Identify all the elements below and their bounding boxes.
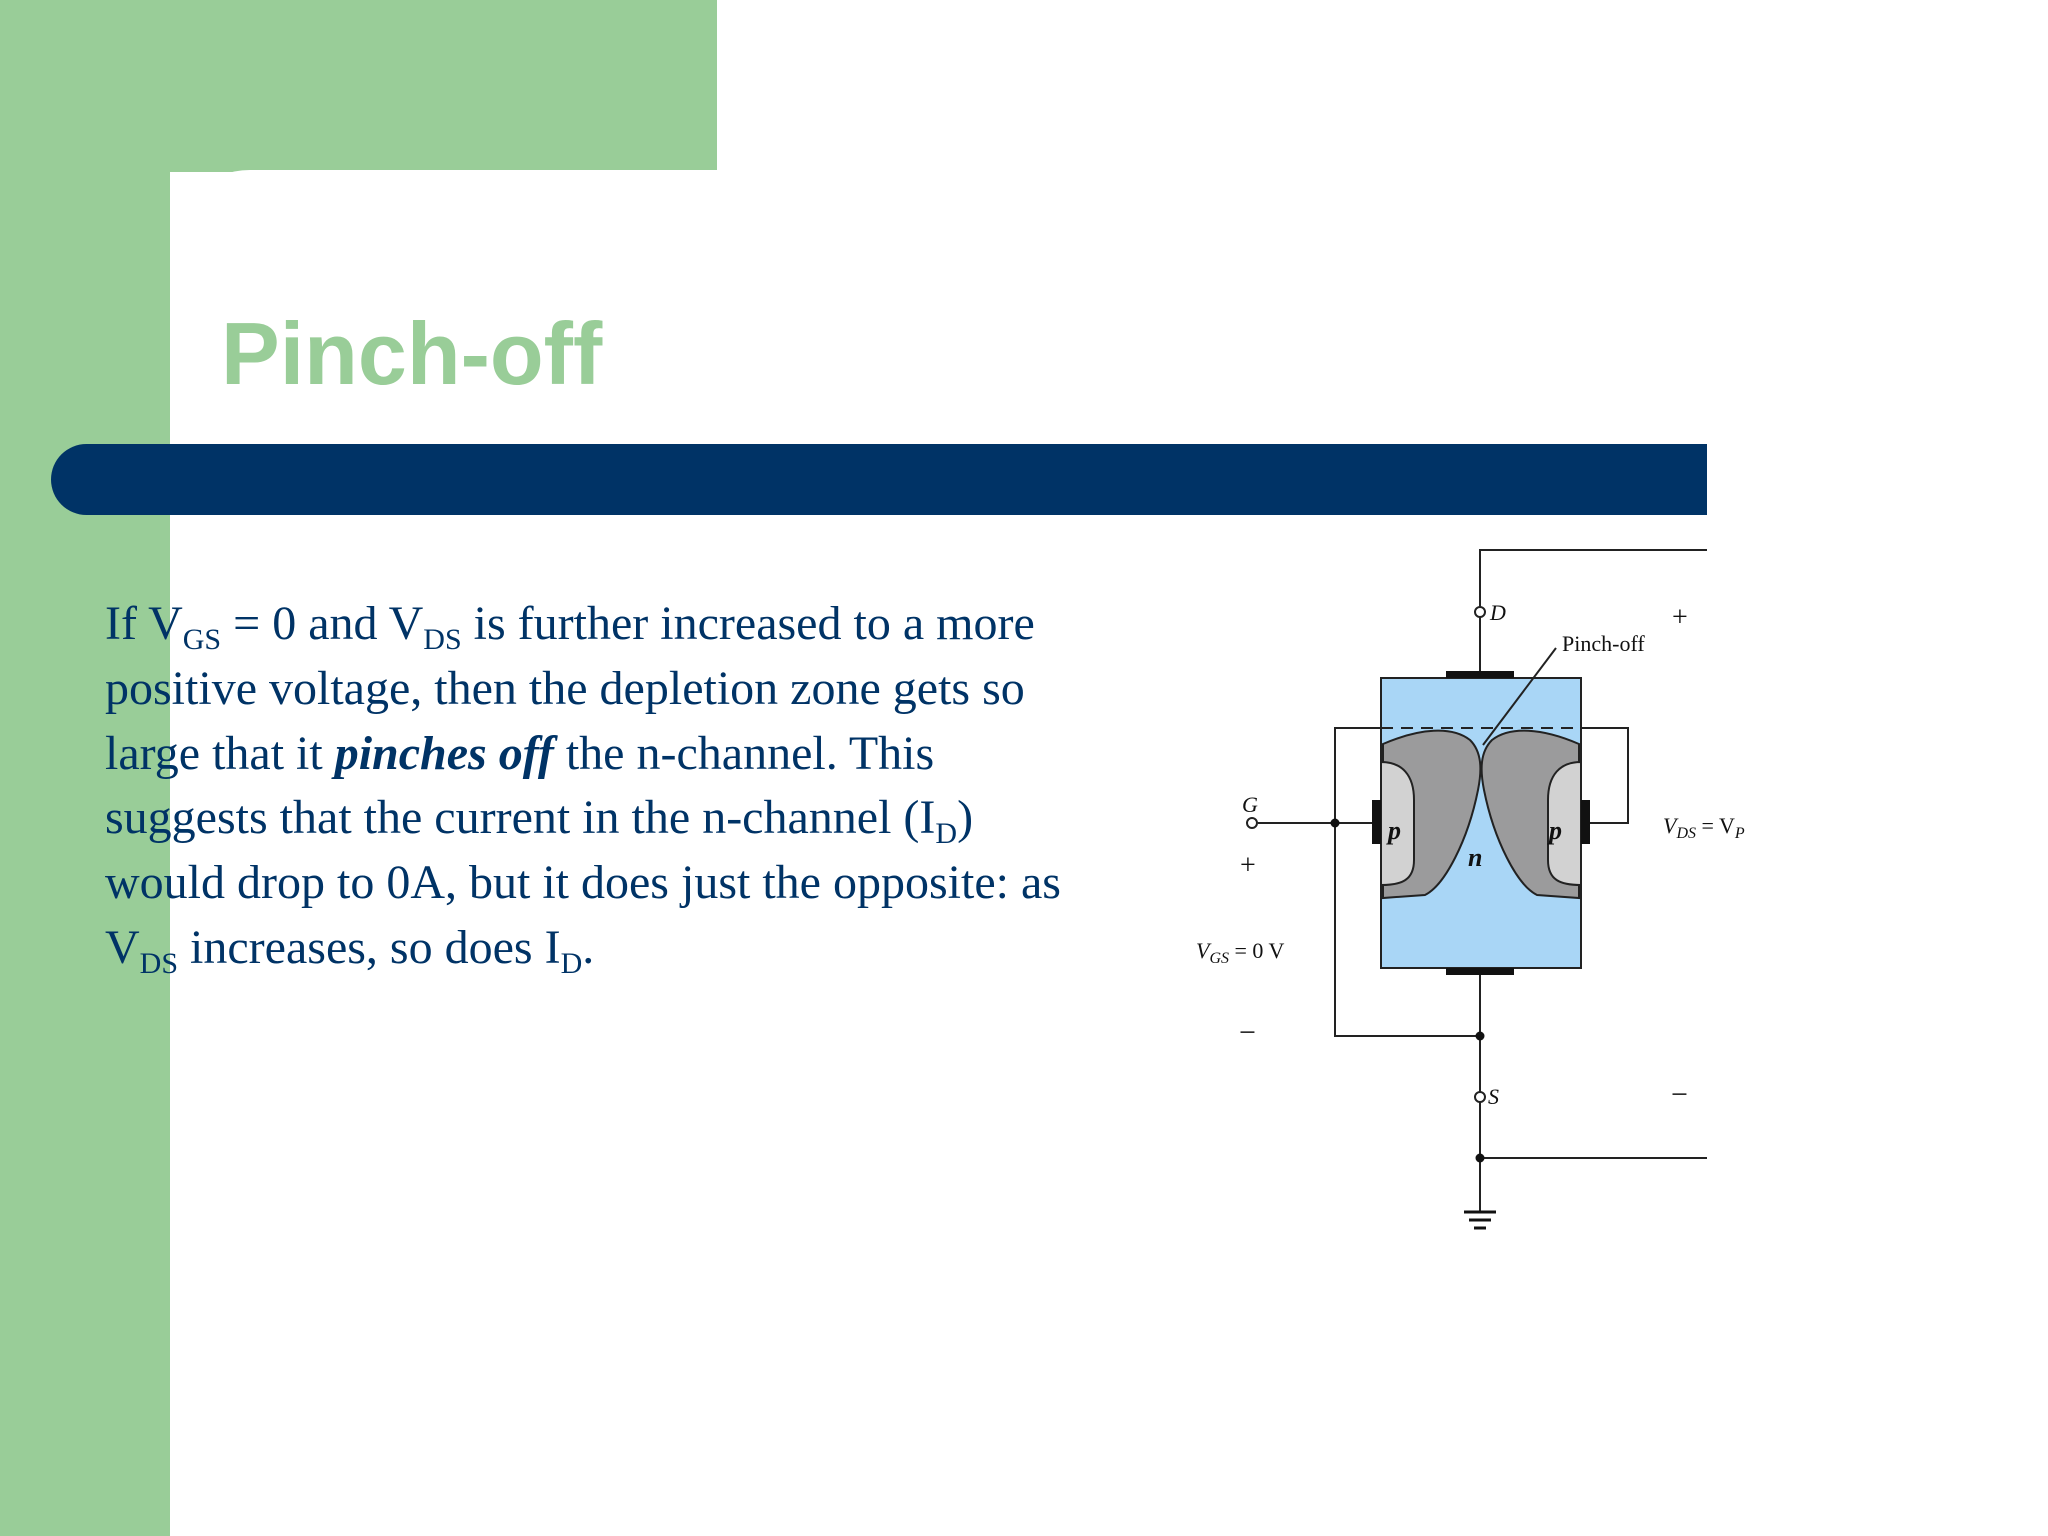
paragraph-line-3: large that it pinches off the n-channel. This [105, 726, 935, 780]
ground-icon [1464, 1212, 1496, 1228]
vgs-minus-sign: − [1239, 1016, 1256, 1049]
source-terminal [1475, 1092, 1485, 1102]
paragraph-line-2: positive voltage, then the depletion zone gets so [105, 661, 1025, 715]
gate-terminal [1247, 818, 1257, 828]
source-contact [1446, 968, 1514, 975]
paragraph-line-4: suggests that the current in the n-channel $(I_D)$ [105, 791, 974, 851]
jfet-pinch-off-diagram [1180, 540, 1760, 1260]
paragraph-line-6: $V_{DS}$ increases, so does $I_D$. [105, 920, 595, 980]
drain-label: D [1490, 600, 1506, 625]
vgs-value-label: $V_{GS} = 0$ V [1196, 938, 1285, 967]
ground-junction [1476, 1154, 1485, 1163]
p-region-right-label: p [1549, 816, 1562, 845]
title-divider-bar [51, 444, 1707, 515]
vds-plus-sign: + [1672, 602, 1688, 633]
paragraph-line-1: If $V_{GS} = 0$ and $V_{DS}$ is further increased to a more [105, 597, 1035, 656]
pinch-off-label: Pinch-off [1562, 631, 1645, 656]
p-region-left-label: p [1388, 816, 1401, 845]
slide-paragraph [105, 592, 1165, 981]
gate-label: G [1242, 792, 1258, 817]
green-top-band [0, 0, 717, 172]
gate-junction [1331, 819, 1340, 828]
source-label: S [1488, 1084, 1499, 1109]
slide-title: Pinch-off [221, 304, 603, 403]
gate-contact-left [1372, 800, 1381, 844]
emphasis-pinches-off: pinches off [334, 726, 554, 780]
vgs-plus-sign: + [1240, 850, 1256, 881]
n-channel-label: n [1468, 843, 1483, 872]
drain-contact [1446, 671, 1514, 678]
vds-equals-vp-label: $V_{DS} = V_P$ [1663, 813, 1745, 842]
drain-terminal [1475, 607, 1485, 617]
gate-contact-right [1581, 800, 1590, 844]
source-junction [1476, 1032, 1485, 1041]
paragraph-line-5: would drop to 0A, but it does just the opposite: as [105, 856, 1061, 910]
vds-minus-sign: − [1671, 1078, 1688, 1111]
